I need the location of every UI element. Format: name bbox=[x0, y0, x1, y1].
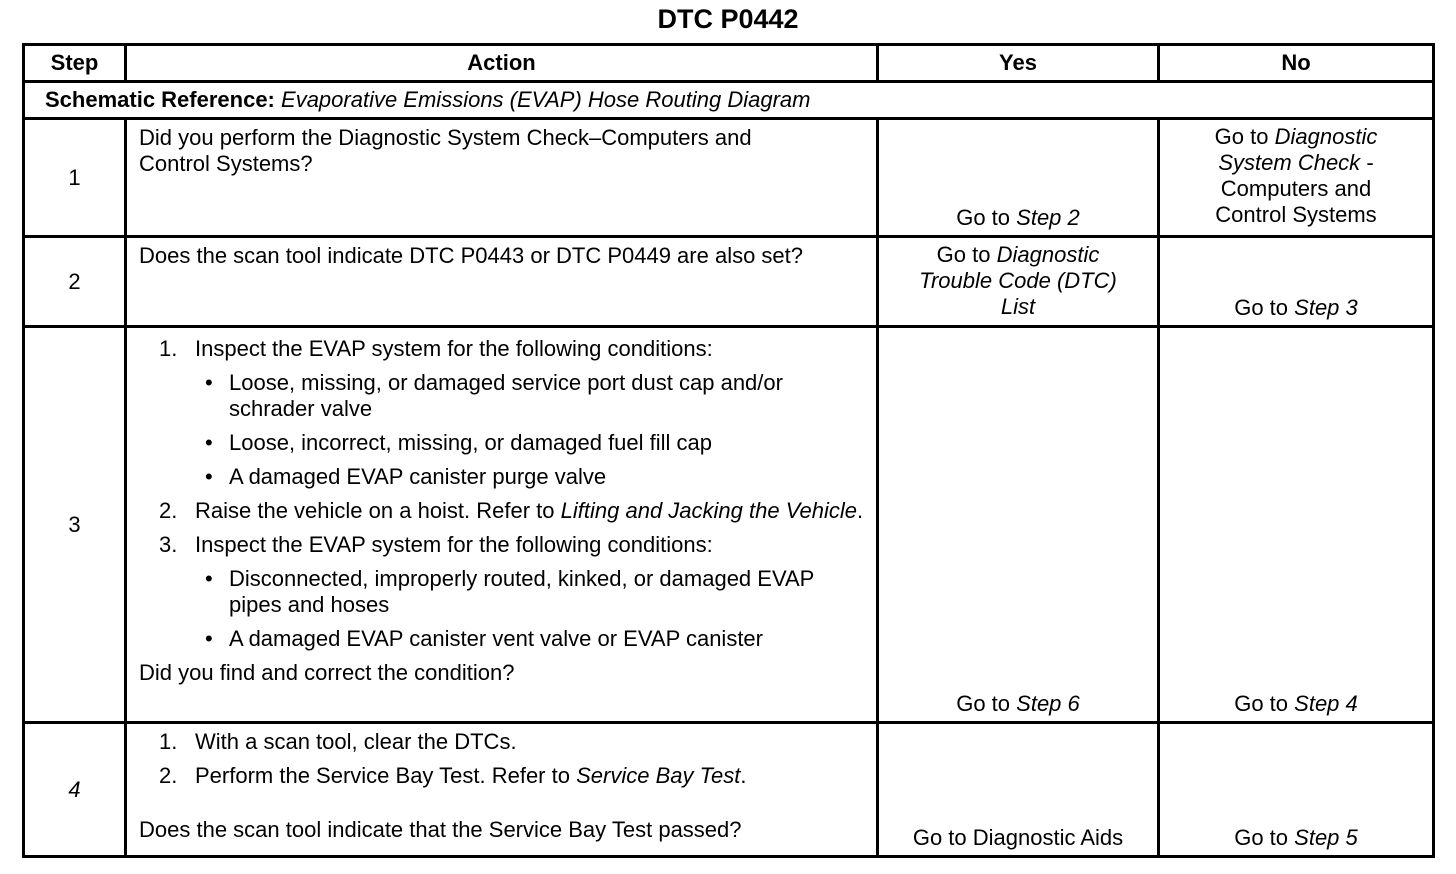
list-item bbox=[159, 498, 864, 524]
step-number: 4 bbox=[24, 723, 126, 857]
list-item bbox=[199, 430, 864, 456]
list-item bbox=[199, 464, 864, 490]
no-link[interactable]: Step 4 bbox=[1294, 691, 1358, 716]
list-item bbox=[199, 626, 864, 652]
list-text: With a scan tool, clear the DTCs. bbox=[195, 729, 517, 754]
list-item bbox=[199, 370, 864, 422]
question-text: Does the scan tool indicate that the Service Bay Test passed? bbox=[139, 817, 742, 842]
step-number: 3 bbox=[24, 327, 126, 723]
list-number: 2. bbox=[159, 498, 178, 523]
list-text: A damaged EVAP canister purge valve bbox=[229, 464, 607, 489]
list-item bbox=[159, 336, 864, 362]
question-text: Did you find and correct the condition? bbox=[139, 660, 515, 685]
header-step: Step bbox=[24, 45, 126, 82]
list-text bbox=[195, 763, 746, 789]
table-row bbox=[24, 327, 1434, 723]
yes-cell bbox=[878, 723, 1159, 857]
header-yes: Yes bbox=[878, 45, 1159, 82]
no-cell bbox=[1159, 327, 1434, 723]
list-number: 1. bbox=[159, 729, 178, 754]
no-cell bbox=[1159, 119, 1434, 237]
table-row bbox=[24, 119, 1434, 237]
bullet-icon: • bbox=[205, 370, 213, 395]
table-row bbox=[24, 237, 1434, 327]
yes-cell bbox=[878, 237, 1159, 327]
bullet-icon: • bbox=[205, 566, 213, 591]
schematic-label: Schematic Reference: bbox=[45, 87, 275, 112]
list-item bbox=[159, 729, 864, 755]
yes-text[interactable]: Go to Diagnostic Aids bbox=[912, 825, 1124, 850]
list-text-tail: . bbox=[740, 763, 747, 788]
dtc-table bbox=[22, 43, 1435, 858]
no-cell bbox=[1159, 723, 1434, 857]
list-text bbox=[195, 498, 863, 524]
bullet-icon: • bbox=[205, 626, 213, 651]
action-cell bbox=[126, 237, 878, 327]
no-prefix: Go to bbox=[1234, 825, 1289, 850]
action-cell bbox=[126, 723, 878, 857]
yes-prefix: Go to bbox=[956, 691, 1011, 716]
list-text: A damaged EVAP canister vent valve or EVAP canister bbox=[229, 626, 763, 651]
cross-reference-link[interactable]: Service Bay Test bbox=[576, 763, 741, 788]
no-prefix: Go to bbox=[1234, 295, 1289, 320]
list-number: 3. bbox=[159, 532, 178, 557]
no-link[interactable]: Step 3 bbox=[1294, 295, 1358, 320]
no-suffix: - Computers and Control Systems bbox=[1215, 150, 1377, 227]
header-action: Action bbox=[126, 45, 878, 82]
no-prefix: Go to bbox=[1214, 124, 1269, 149]
step-number: 1 bbox=[24, 119, 126, 237]
schematic-link[interactable]: Evaporative Emissions (EVAP) Hose Routing Diagram bbox=[281, 87, 811, 112]
list-item bbox=[159, 532, 864, 558]
action-cell bbox=[126, 119, 878, 237]
yes-cell bbox=[878, 327, 1159, 723]
list-item bbox=[159, 763, 864, 789]
header-no: No bbox=[1159, 45, 1434, 82]
header-row bbox=[24, 45, 1434, 82]
yes-prefix: Go to bbox=[936, 242, 991, 267]
list-text-tail: . bbox=[857, 498, 864, 523]
step-number: 2 bbox=[24, 237, 126, 327]
list-item bbox=[199, 566, 864, 618]
page-title: DTC P0442 bbox=[657, 4, 799, 34]
bullet-icon: • bbox=[205, 430, 213, 455]
list-text: Disconnected, improperly routed, kinked, or damaged EVAP pipes and hoses bbox=[229, 566, 814, 617]
list-text: Loose, incorrect, missing, or damaged fuel fill cap bbox=[229, 430, 713, 455]
no-cell bbox=[1159, 237, 1434, 327]
action-cell bbox=[126, 327, 878, 723]
table-row bbox=[24, 723, 1434, 857]
cross-reference-link[interactable]: Lifting and Jacking the Vehicle bbox=[560, 498, 858, 523]
list-text-lead: Perform the Service Bay Test. Refer to bbox=[195, 763, 570, 788]
list-text: Inspect the EVAP system for the following conditions: bbox=[195, 532, 713, 557]
list-number: 2. bbox=[159, 763, 178, 788]
schematic-reference bbox=[24, 82, 1434, 119]
action-text: Does the scan tool indicate DTC P0443 or DTC P0449 are also set? bbox=[139, 243, 804, 268]
list-text: Loose, missing, or damaged service port dust cap and/or schrader valve bbox=[229, 370, 783, 421]
list-text: Inspect the EVAP system for the following conditions: bbox=[195, 336, 713, 361]
list-number: 1. bbox=[159, 336, 178, 361]
yes-link[interactable]: Step 6 bbox=[1016, 691, 1080, 716]
no-prefix: Go to bbox=[1234, 691, 1289, 716]
schematic-row bbox=[24, 82, 1434, 119]
yes-link[interactable]: Diagnostic Trouble Code (DTC) List bbox=[919, 242, 1117, 319]
yes-link[interactable]: Step 2 bbox=[1016, 205, 1080, 230]
bullet-icon: • bbox=[205, 464, 213, 489]
no-link[interactable]: Step 5 bbox=[1294, 825, 1358, 850]
no-link[interactable]: Diagnostic System Check bbox=[1218, 124, 1378, 175]
yes-prefix: Go to bbox=[956, 205, 1011, 230]
action-text: Did you perform the Diagnostic System Check–Computers and Control Systems? bbox=[139, 125, 752, 176]
yes-cell bbox=[878, 119, 1159, 237]
list-text-lead: Raise the vehicle on a hoist. Refer to bbox=[195, 498, 555, 523]
